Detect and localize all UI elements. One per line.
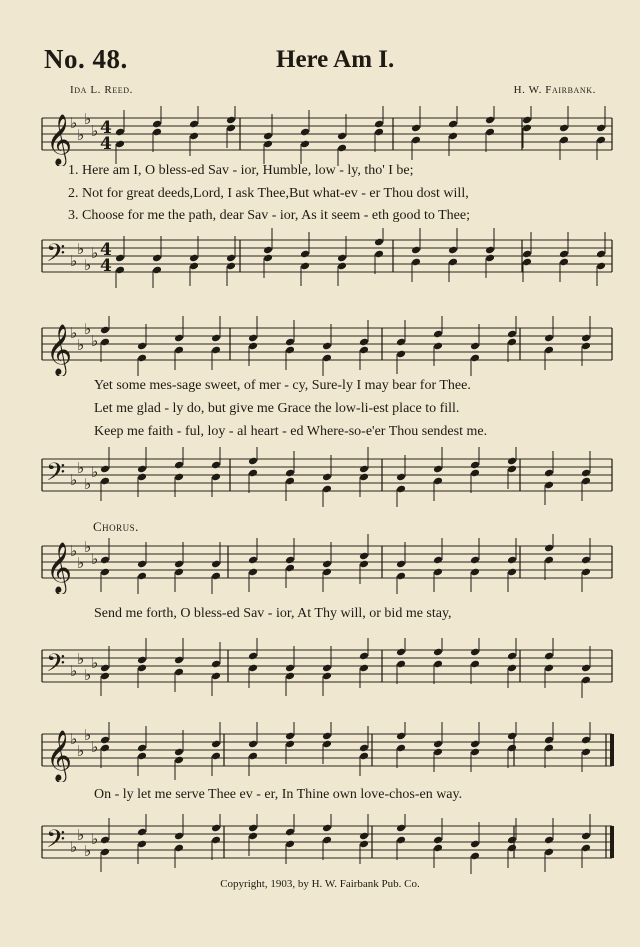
time-signature-bottom: 4 [100, 256, 112, 276]
treble-clef-icon: 𝄞 [46, 114, 73, 165]
bass-clef-icon: 𝄢 [46, 825, 66, 860]
flat-icon: ♭ [70, 662, 78, 680]
flat-icon: ♭ [91, 738, 99, 756]
flat-icon: ♭ [91, 830, 99, 848]
flat-icon: ♭ [91, 463, 99, 481]
treble-staff-2 [0, 316, 640, 376]
verse-2-line-2: Let me glad - ly do, but give me Grace the low-li-est place to fill. [94, 401, 460, 416]
flat-icon: ♭ [91, 122, 99, 140]
bass-staff-3 [0, 638, 640, 698]
hymn-title: Here Am I. [276, 46, 395, 73]
flat-icon: ♭ [84, 320, 92, 338]
flat-icon: ♭ [77, 126, 85, 144]
flat-icon: ♭ [84, 726, 92, 744]
flat-icon: ♭ [77, 459, 85, 477]
flat-icon: ♭ [77, 742, 85, 760]
treble-clef-icon: 𝄞 [46, 730, 73, 781]
flat-icon: ♭ [70, 471, 78, 489]
flat-icon: ♭ [70, 730, 78, 748]
flat-icon: ♭ [91, 550, 99, 568]
flat-icon: ♭ [84, 475, 92, 493]
flat-icon: ♭ [77, 336, 85, 354]
flat-icon: ♭ [91, 654, 99, 672]
flat-icon: ♭ [84, 110, 92, 128]
flat-icon: ♭ [84, 538, 92, 556]
flat-icon: ♭ [77, 554, 85, 572]
bass-staff-1 [0, 228, 640, 288]
flat-icon: ♭ [77, 826, 85, 844]
flat-icon: ♭ [70, 114, 78, 132]
lyricist-credit: Ida L. Reed. [70, 84, 134, 96]
bass-clef-icon: 𝄢 [46, 239, 66, 274]
treble-clef-icon: 𝄞 [46, 324, 73, 375]
flat-icon: ♭ [84, 666, 92, 684]
flat-icon: ♭ [91, 332, 99, 350]
treble-staff-1 [0, 106, 640, 166]
flat-icon: ♭ [70, 542, 78, 560]
hymn-number: No. 48. [44, 44, 128, 74]
time-signature-top: 4 [100, 240, 112, 260]
flat-icon: ♭ [70, 252, 78, 270]
chorus-label: Chorus. [93, 519, 139, 534]
chorus-line-2: On - ly let me serve Thee ev - er, In Thine own love-chos-en way. [94, 787, 463, 802]
flat-icon: ♭ [70, 838, 78, 856]
verse-2-line-1: 2. Not for great deeds,Lord, I ask Thee,But what-ev - er Thou dost will, [68, 186, 469, 201]
treble-staff-4 [0, 722, 640, 782]
copyright-notice: Copyright, 1903, by H. W. Fairbank Pub. Co. [220, 878, 420, 890]
flat-icon: ♭ [77, 650, 85, 668]
verse-3-line-1: 3. Choose for me the path, dear Sav - ior, As it seem - eth good to Thee; [68, 208, 470, 223]
bass-staff-2 [0, 447, 640, 507]
treble-staff-3 [0, 534, 640, 594]
flat-icon: ♭ [84, 842, 92, 860]
bass-clef-icon: 𝄢 [46, 649, 66, 684]
flat-icon: ♭ [84, 256, 92, 274]
flat-icon: ♭ [91, 244, 99, 262]
bass-clef-icon: 𝄢 [46, 458, 66, 493]
treble-clef-icon: 𝄞 [46, 542, 73, 593]
chorus-line-1: Send me forth, O bless-ed Sav - ior, At Thy will, or bid me stay, [94, 606, 452, 621]
verse-1-line-2: Yet some mes-sage sweet, of mer - cy, Sure-ly I may bear for Thee. [94, 378, 471, 393]
flat-icon: ♭ [70, 324, 78, 342]
bass-staff-4 [0, 814, 640, 874]
flat-icon: ♭ [77, 240, 85, 258]
verse-1-line-1: 1. Here am I, O bless-ed Sav - ior, Humble, low - ly, tho' I be; [68, 163, 414, 178]
verse-3-line-2: Keep me faith - ful, loy - al heart - ed Where-so-e'er Thou sendest me. [94, 424, 488, 439]
composer-credit: H. W. Fairbank. [513, 84, 596, 96]
time-signature-top: 4 [100, 118, 112, 138]
time-signature-bottom: 4 [100, 134, 112, 154]
